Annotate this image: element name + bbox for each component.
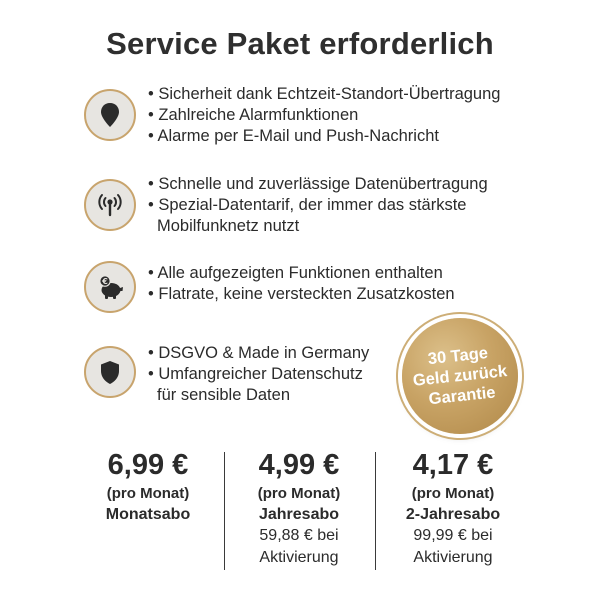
map-pin-icon <box>84 89 136 141</box>
plan-period: (pro Monat) <box>106 485 190 502</box>
plan-activation-price: 59,88 € bei <box>259 527 339 544</box>
plan-name: Jahresabo <box>258 506 340 523</box>
plan-name: Monatsabo <box>105 506 191 523</box>
plan-activation-price: 99,99 € bei <box>413 527 493 544</box>
feature-line: • Alle aufgezeigten Funktionen enthalten <box>148 264 443 282</box>
feature-line: • Sicherheit dank Echtzeit-Standort-Übertragung <box>148 85 501 103</box>
plan-period: (pro Monat) <box>257 485 341 502</box>
money-back-guarantee-badge <box>396 312 523 439</box>
column-divider <box>375 452 376 570</box>
plan-name: 2-Jahresabo <box>405 506 501 523</box>
svg-text:€: € <box>102 277 108 286</box>
shield-icon <box>84 346 136 398</box>
guarantee-line: 30 Tage <box>427 344 489 369</box>
feature-location-text <box>148 84 500 147</box>
piggy-bank-euro-icon <box>84 261 136 313</box>
guarantee-line: Geld zurück <box>412 362 508 390</box>
antenna-signal-icon <box>84 179 136 231</box>
guarantee-line: Garantie <box>427 383 497 409</box>
feature-line: • Schnelle und zuverlässige Datenübertragung <box>148 175 488 193</box>
feature-pricing-text <box>148 263 455 305</box>
feature-line: • Flatrate, keine versteckten Zusatzkosten <box>148 285 455 303</box>
feature-line: • Umfangreicher Datenschutz <box>148 365 363 383</box>
feature-line: • Spezial-Datentarif, der immer das stärkste <box>148 196 467 214</box>
plan-price: 6,99 € <box>107 449 189 481</box>
feature-line: für sensible Daten <box>157 386 290 404</box>
plan-two-year <box>378 448 528 569</box>
page-title: Service Paket erforderlich <box>106 26 494 61</box>
plan-activation-label: Aktivierung <box>413 549 493 566</box>
plan-yearly <box>224 448 374 569</box>
plan-price: 4,17 € <box>412 449 494 481</box>
plan-period: (pro Monat) <box>411 485 495 502</box>
feature-line: Mobilfunknetz nutzt <box>157 217 300 235</box>
feature-line: • Alarme per E-Mail und Push-Nachricht <box>148 127 439 145</box>
feature-line: • DSGVO & Made in Germany <box>148 344 370 362</box>
plan-monthly <box>73 448 223 525</box>
feature-privacy-text <box>148 343 369 406</box>
plan-activation-label: Aktivierung <box>259 549 339 566</box>
feature-connectivity-text <box>148 174 488 237</box>
feature-line: • Zahlreiche Alarmfunktionen <box>148 106 359 124</box>
plan-price: 4,99 € <box>258 449 340 481</box>
